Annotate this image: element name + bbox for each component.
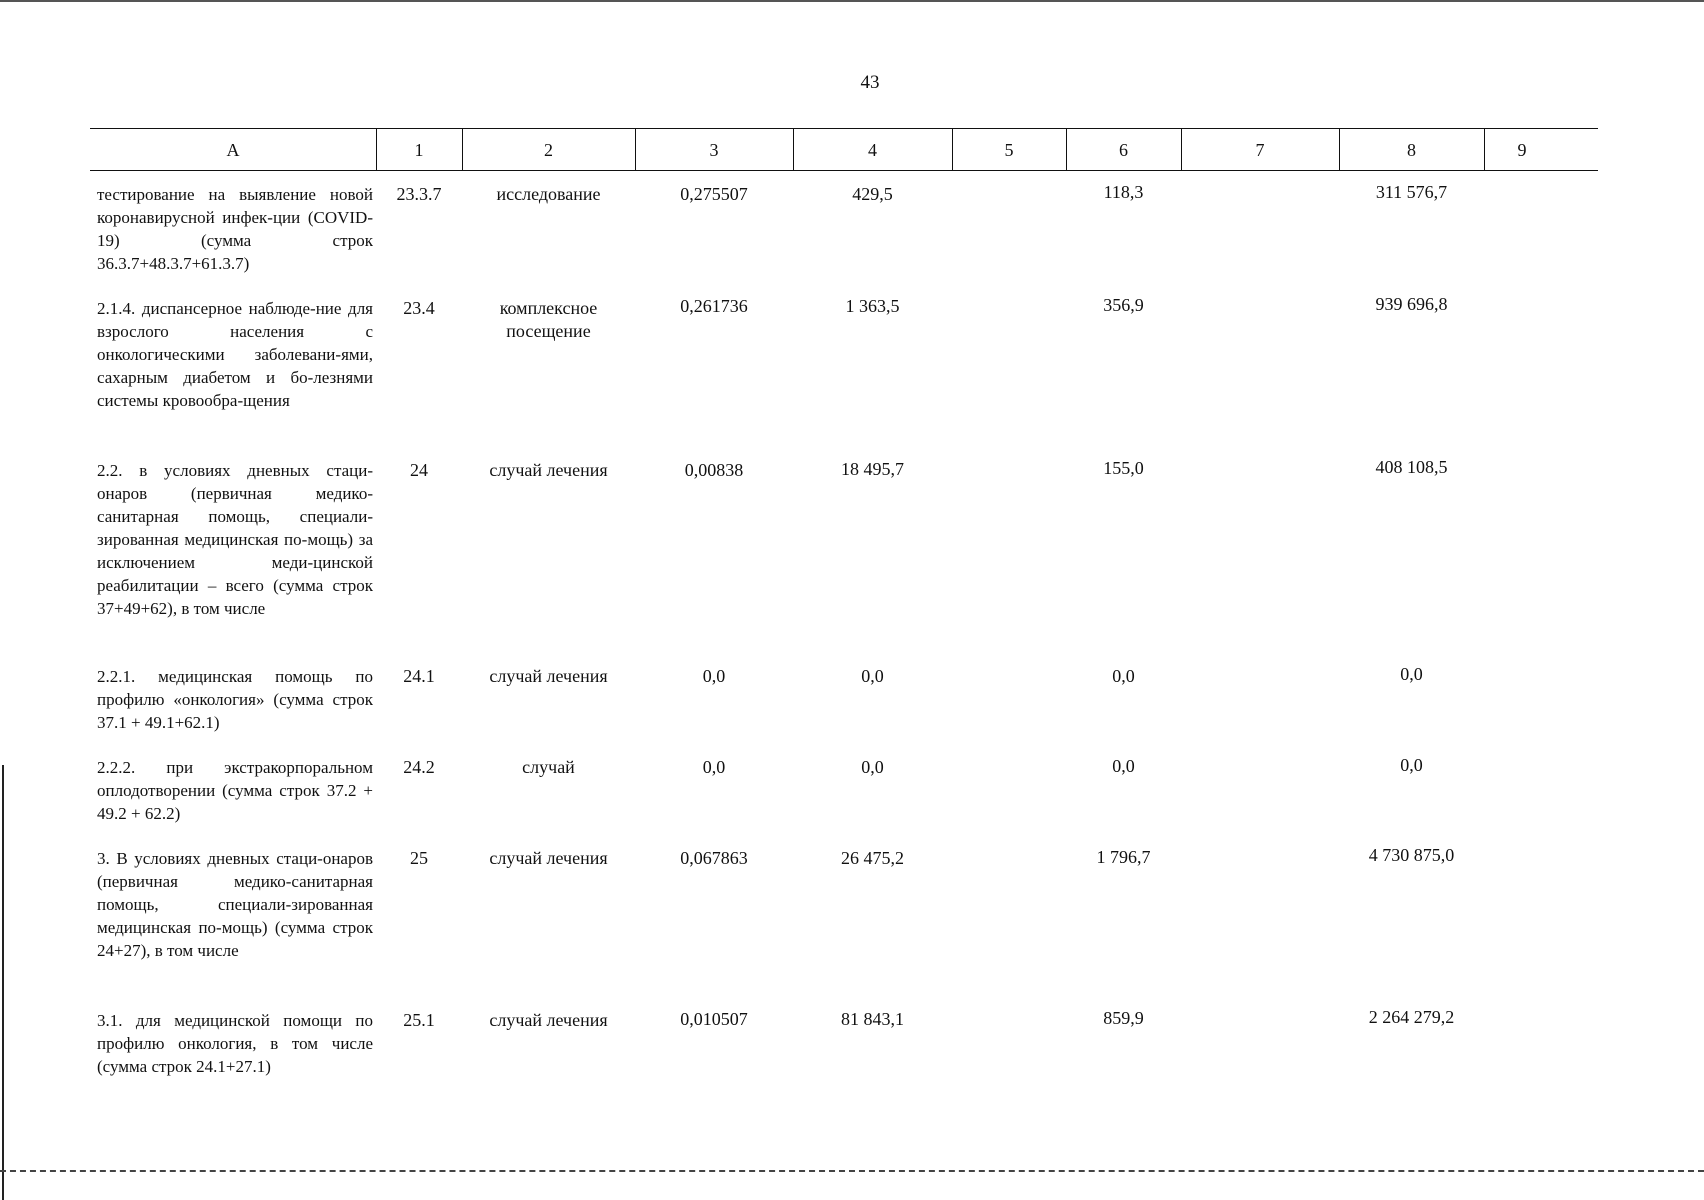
- row-col-4: 26 475,2: [841, 848, 904, 868]
- row-col-6: 356,9: [1103, 295, 1144, 315]
- row-col-3: 0,261736: [680, 296, 748, 316]
- row-col-3: 0,00838: [684, 460, 744, 480]
- column-header-3: 3: [709, 140, 719, 160]
- column-header-a: А: [226, 140, 240, 160]
- page-number: 43: [860, 72, 880, 93]
- row-col-8: 408 108,5: [1375, 457, 1448, 477]
- row-description: 2.2. в условиях дневных стаци-онаров (первичная медико-санитарная помощь, специали-зированная медицинская по-мощь) за исключением меди-цинской реабилитации – всего (сумма строк 37+49+62), в том числе: [97, 461, 373, 618]
- row-number: 25: [410, 848, 428, 868]
- row-col-4: 0,0: [861, 757, 884, 777]
- column-header-6: 6: [1119, 140, 1128, 160]
- row-col-6: 118,3: [1103, 182, 1144, 202]
- row-description: 3. В условиях дневных стаци-онаров (первичная медико-санитарная помощь, специали-зированная медицинская по-мощь) (сумма строк 24+27), в том числе: [97, 849, 373, 960]
- row-unit: комплексное посещение: [499, 298, 598, 341]
- row-unit: случай лечения: [489, 460, 608, 480]
- row-col-4: 0,0: [861, 666, 884, 686]
- column-header-1: 1: [414, 140, 424, 160]
- row-description: 3.1. для медицинской помощи по профилю онкология, в том числе (сумма строк 24.1+27.1): [97, 1011, 373, 1076]
- row-col-6: 0,0: [1112, 756, 1135, 776]
- row-col-3: 0,067863: [680, 848, 748, 868]
- row-col-3: 0,0: [702, 757, 726, 777]
- row-col-4: 1 363,5: [845, 296, 900, 316]
- row-number: 23.3.7: [396, 184, 442, 204]
- column-header-4: 4: [868, 140, 877, 160]
- row-unit: случай лечения: [489, 666, 608, 686]
- row-col-6: 0,0: [1112, 666, 1135, 686]
- column-header-9: 9: [1517, 140, 1527, 160]
- row-col-4: 18 495,7: [841, 459, 904, 479]
- row-unit: случай лечения: [489, 1010, 608, 1030]
- row-number: 24.1: [403, 666, 435, 686]
- row-col-8: 0,0: [1400, 755, 1423, 775]
- row-description: 2.2.1. медицинская помощь по профилю «онкология» (сумма строк 37.1 + 49.1+62.1): [97, 667, 373, 732]
- row-col-3: 0,010507: [680, 1009, 748, 1029]
- column-header-7: 7: [1255, 140, 1265, 160]
- row-unit: случай: [522, 757, 575, 777]
- row-col-3: 0,275507: [680, 184, 748, 204]
- row-description: 2.2.2. при экстракорпоральном оплодотворении (сумма строк 37.2 + 49.2 + 62.2): [97, 758, 373, 823]
- row-unit: случай лечения: [489, 848, 608, 868]
- row-col-8: 939 696,8: [1375, 294, 1448, 314]
- row-description: 2.1.4. диспансерное наблюде-ние для взрослого населения с онкологическими заболевани-ями, сахарным диабетом и бо-лезнями системы кровообра-щения: [97, 299, 373, 410]
- scan-edge-left: [2, 765, 4, 1200]
- row-number: 23.4: [403, 298, 435, 318]
- row-col-4: 81 843,1: [841, 1009, 904, 1029]
- row-col-8: 0,0: [1400, 664, 1423, 684]
- row-number: 25.1: [403, 1010, 435, 1030]
- row-unit: исследование: [496, 184, 601, 204]
- row-col-8: 2 264 279,2: [1368, 1007, 1455, 1027]
- column-header-2: 2: [544, 140, 553, 160]
- row-col-6: 155,0: [1103, 458, 1144, 478]
- column-header-5: 5: [1004, 140, 1014, 160]
- row-col-4: 429,5: [852, 184, 893, 204]
- row-col-6: 859,9: [1103, 1008, 1144, 1028]
- row-col-8: 4 730 875,0: [1368, 845, 1455, 865]
- table-header-bottom-rule: [90, 170, 1598, 171]
- scan-edge-top: [0, 0, 1704, 2]
- row-number: 24.2: [403, 757, 435, 777]
- scan-edge-bottom: [0, 1170, 1704, 1172]
- row-col-8: 311 576,7: [1375, 182, 1448, 202]
- row-number: 24: [410, 460, 428, 480]
- row-col-3: 0,0: [702, 666, 726, 686]
- table-header-top-rule: [90, 128, 1598, 129]
- column-header-8: 8: [1407, 140, 1416, 160]
- row-col-6: 1 796,7: [1096, 847, 1151, 867]
- row-description: тестирование на выявление новой коронавирусной инфек-ции (COVID-19) (сумма строк 36.3.7+48.3.7+61.3.7): [97, 185, 373, 273]
